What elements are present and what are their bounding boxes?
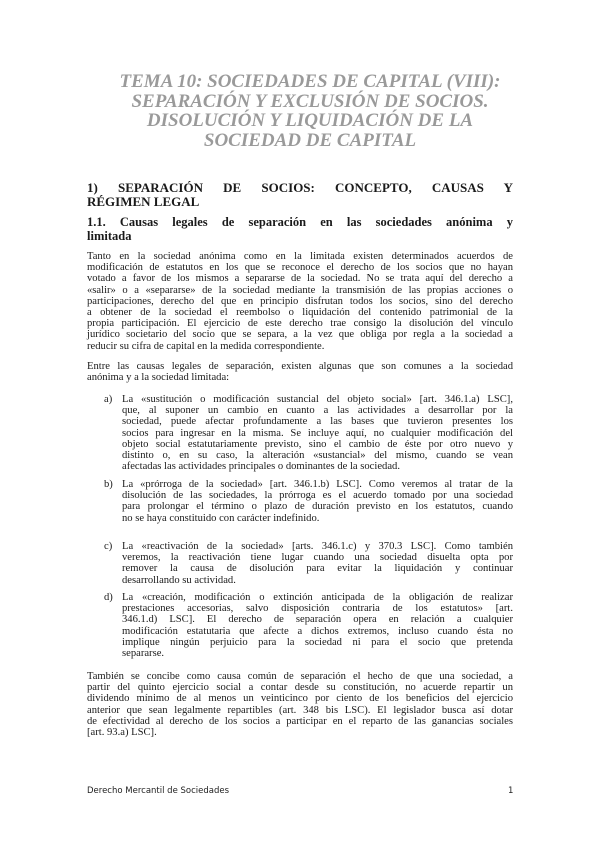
list-label: a) xyxy=(104,394,113,405)
paragraph-causes-intro xyxy=(87,361,513,383)
text-line: Tanto en la sociedad anónima como en la limitada existen determinados acuerdos de xyxy=(87,251,513,262)
text-line: participaciones, derecho del que en principio disfrutan todos los socios, sino del derecho xyxy=(87,295,513,307)
list-item-c xyxy=(122,541,513,586)
page-number: 1 xyxy=(508,786,514,796)
text-line: desarrollando su actividad. xyxy=(122,574,236,586)
text-line: anterior que sean legalmente repartibles (art. 348 bis LSC). El legislador busca así dotar xyxy=(87,704,513,716)
list-item-a xyxy=(122,394,513,472)
text-line: sociedad, puede afectar profundamente a las bases que tuvieron presentes los xyxy=(122,416,513,428)
text-line: La «prórroga de la sociedad» [art. 346.1.b) LSC]. Como veremos al tratar de la xyxy=(122,479,513,490)
footer-title: Derecho Mercantil de Sociedades xyxy=(87,786,230,796)
text-line: que, al suponer un cambio en cuanto a las actividades a desarrollar por la xyxy=(122,405,513,417)
text-line: También se concibe como causa común de separación el hecho de que una sociedad, a xyxy=(87,671,513,682)
list-label: c) xyxy=(104,541,113,552)
text-line: objeto social estatutariamente previsto, sino el cambio de éste por otro nuevo y xyxy=(122,438,513,450)
text-line: 346.1.d) LSC]. El derecho de separación opera en relación a cualquier xyxy=(122,614,513,626)
text-line: no se haya constituido con carácter indefinido. xyxy=(122,512,320,524)
text-line: anónima y a la sociedad limitada: xyxy=(87,372,230,384)
text-line: prestaciones accesorias, salvo disposición contraria de los estatutos» [art. xyxy=(122,603,513,615)
text-line: a obtener de la sociedad el reembolso o liquidación del contenido patrimonial de la xyxy=(87,306,513,318)
subsection-heading xyxy=(87,216,513,243)
text-line: disolución de las sociedades, la prórroga es el acuerdo tomado por una sociedad xyxy=(122,490,513,502)
text-line: distinto o, en su caso, la alteración «sustancial» del mismo, cuando se vean xyxy=(122,449,513,461)
title-line: SOCIEDAD DE CAPITAL xyxy=(203,129,417,151)
title-line: SEPARACIÓN Y EXCLUSIÓN DE SOCIOS. xyxy=(131,90,489,112)
text-line: votado a favor de los mismos a separarse de la sociedad. No se trata aquí del derecho a xyxy=(87,273,513,285)
text-line: dividendo mínimo de al menos un veinticinco por ciento de los beneficios del ejercicio xyxy=(87,693,513,705)
text-line: La «creación, modificación o extinción anticipada de la obligación de realizar xyxy=(122,592,513,603)
list-item-b xyxy=(122,479,513,524)
text-line: para prolongar el término o plazo de duración previsto en los estatutos, cuando xyxy=(122,501,513,513)
heading-line: RÉGIMEN LEGAL xyxy=(87,194,200,209)
list-label: b) xyxy=(104,479,113,490)
text-line: La «sustitución o modificación sustancial del objeto social» [art. 346.1.a) LSC], xyxy=(122,394,513,405)
title-line: TEMA 10: SOCIEDADES DE CAPITAL (VIII): xyxy=(119,71,501,92)
text-line: afectadas las actividades principales o dominantes de la sociedad. xyxy=(122,461,400,473)
paragraph-intro xyxy=(87,251,513,352)
heading-line: limitada xyxy=(87,228,132,243)
text-line: veremos, la reactivación tiene lugar cuando una sociedad disuelta opta por xyxy=(122,552,513,564)
text-line: remover la causa de disolución para evitar la liquidación y continuar xyxy=(122,563,513,575)
text-line: «salir» o a «separarse» de la sociedad mediante la transmisión de las propias acciones o xyxy=(87,284,513,296)
text-line: implique ningún perjuicio para la sociedad ni para el socio que pretenda xyxy=(122,636,513,648)
text-line: socios para ingresar en la misma. Se incluye aquí, no cualquier modificación del xyxy=(122,427,513,439)
text-line: modificación estatutaria que afecte a dichos extremos, incluso cuando ésta no xyxy=(122,625,513,637)
paragraph-dividend xyxy=(87,671,513,738)
heading-line: 1.1. Causas legales de separación en las sociedades anónima y xyxy=(87,215,513,229)
text-line: de efectividad al derecho de los socios a participar en el reparto de las ganancias sociales xyxy=(87,715,513,727)
text-line: propia participación. El ejercicio de este derecho trae consigo la disolución del vínculo xyxy=(87,318,513,330)
heading-line: 1) SEPARACIÓN DE SOCIOS: CONCEPTO, CAUSAS Y xyxy=(87,180,513,195)
text-line: separarse. xyxy=(122,647,165,659)
list-item-d xyxy=(122,592,513,659)
page-title xyxy=(70,72,550,150)
text-line: modificación de estatutos en los que se reconoce el derecho de los socios que no hayan xyxy=(87,262,513,274)
list-label: d) xyxy=(104,592,113,603)
text-line: [art. 93.a) LSC]. xyxy=(87,726,157,738)
text-line: jurídico societario del socio que se separa, a la vez que obliga por regla a la sociedad a xyxy=(87,329,513,341)
section-heading xyxy=(87,181,513,209)
text-line: La «reactivación de la sociedad» [arts. 346.1.c) y 370.3 LSC]. Como también xyxy=(122,541,513,552)
text-line: partir del quinto ejercicio social a contar desde su constitución, no acuerde repartir un xyxy=(87,682,513,694)
text-line: Entre las causas legales de separación, existen algunas que son comunes a la sociedad xyxy=(87,361,513,372)
text-line: reducir su cifra de capital en la medida correspondiente. xyxy=(87,340,325,352)
title-line: DISOLUCIÓN Y LIQUIDACIÓN DE LA xyxy=(146,110,474,131)
